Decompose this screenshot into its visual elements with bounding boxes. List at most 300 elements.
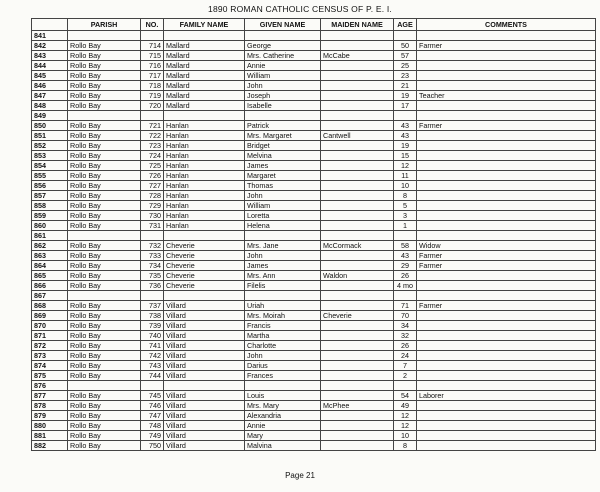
comments-cell <box>417 201 596 211</box>
row-number: 845 <box>32 71 68 81</box>
given-name-cell: Margaret <box>245 171 321 181</box>
comments-cell <box>417 161 596 171</box>
given-name-cell: Uriah <box>245 301 321 311</box>
table-row <box>32 111 596 121</box>
maiden-name-cell <box>321 361 394 371</box>
parish-cell: Rollo Bay <box>68 91 141 101</box>
row-number: 872 <box>32 341 68 351</box>
row-number: 866 <box>32 281 68 291</box>
given-name-cell: Darius <box>245 361 321 371</box>
table-row <box>32 41 596 51</box>
comments-cell <box>417 141 596 151</box>
given-name-cell: Mrs. Ann <box>245 271 321 281</box>
number-cell <box>141 31 164 41</box>
number-cell: 725 <box>141 161 164 171</box>
family-name-cell: Villard <box>164 411 245 421</box>
row-number: 865 <box>32 271 68 281</box>
maiden-name-cell: McCormack <box>321 241 394 251</box>
row-number: 851 <box>32 131 68 141</box>
comments-cell <box>417 131 596 141</box>
table-row <box>32 271 596 281</box>
row-number: 857 <box>32 191 68 201</box>
table-row <box>32 221 596 231</box>
parish-cell: Rollo Bay <box>68 401 141 411</box>
table-row <box>32 91 596 101</box>
header-given-name: GIVEN NAME <box>245 19 321 31</box>
age-cell: 23 <box>394 71 417 81</box>
comments-cell <box>417 81 596 91</box>
age-cell: 12 <box>394 411 417 421</box>
table-body <box>32 31 596 451</box>
maiden-name-cell <box>321 211 394 221</box>
parish-cell: Rollo Bay <box>68 121 141 131</box>
comments-cell <box>417 311 596 321</box>
number-cell: 717 <box>141 71 164 81</box>
row-number: 867 <box>32 291 68 301</box>
row-number: 852 <box>32 141 68 151</box>
parish-cell: Rollo Bay <box>68 131 141 141</box>
age-cell: 17 <box>394 101 417 111</box>
table-row <box>32 121 596 131</box>
family-name-cell: Hanlan <box>164 131 245 141</box>
given-name-cell: William <box>245 71 321 81</box>
maiden-name-cell <box>321 371 394 381</box>
table-row <box>32 241 596 251</box>
comments-cell <box>417 61 596 71</box>
parish-cell: Rollo Bay <box>68 161 141 171</box>
family-name-cell: Cheverie <box>164 251 245 261</box>
table-row <box>32 331 596 341</box>
number-cell: 733 <box>141 251 164 261</box>
number-cell <box>141 381 164 391</box>
age-cell <box>394 31 417 41</box>
parish-cell: Rollo Bay <box>68 221 141 231</box>
row-number: 860 <box>32 221 68 231</box>
comments-cell <box>417 221 596 231</box>
row-number: 844 <box>32 61 68 71</box>
parish-cell: Rollo Bay <box>68 211 141 221</box>
number-cell: 723 <box>141 141 164 151</box>
maiden-name-cell <box>321 341 394 351</box>
parish-cell: Rollo Bay <box>68 361 141 371</box>
table-row <box>32 201 596 211</box>
given-name-cell: Charlotte <box>245 341 321 351</box>
number-cell <box>141 291 164 301</box>
table-row <box>32 311 596 321</box>
table-row <box>32 261 596 271</box>
age-cell: 11 <box>394 171 417 181</box>
table-row <box>32 431 596 441</box>
family-name-cell: Villard <box>164 371 245 381</box>
table-row <box>32 291 596 301</box>
row-number: 875 <box>32 371 68 381</box>
family-name-cell: Villard <box>164 301 245 311</box>
given-name-cell: Mrs. Jane <box>245 241 321 251</box>
maiden-name-cell <box>321 181 394 191</box>
age-cell: 24 <box>394 351 417 361</box>
comments-cell <box>417 431 596 441</box>
parish-cell: Rollo Bay <box>68 171 141 181</box>
maiden-name-cell: Cheverie <box>321 311 394 321</box>
parish-cell: Rollo Bay <box>68 411 141 421</box>
number-cell: 724 <box>141 151 164 161</box>
family-name-cell: Mallard <box>164 101 245 111</box>
number-cell: 746 <box>141 401 164 411</box>
table-row <box>32 81 596 91</box>
number-cell: 721 <box>141 121 164 131</box>
comments-cell: Teacher <box>417 91 596 101</box>
comments-cell <box>417 271 596 281</box>
family-name-cell: Villard <box>164 421 245 431</box>
table-row <box>32 251 596 261</box>
number-cell: 729 <box>141 201 164 211</box>
maiden-name-cell <box>321 221 394 231</box>
age-cell: 1 <box>394 221 417 231</box>
family-name-cell: Mallard <box>164 61 245 71</box>
parish-cell: Rollo Bay <box>68 241 141 251</box>
maiden-name-cell <box>321 31 394 41</box>
family-name-cell: Hanlan <box>164 171 245 181</box>
age-cell: 26 <box>394 271 417 281</box>
number-cell: 747 <box>141 411 164 421</box>
parish-cell <box>68 291 141 301</box>
parish-cell: Rollo Bay <box>68 151 141 161</box>
given-name-cell: Melvina <box>245 151 321 161</box>
parish-cell <box>68 31 141 41</box>
age-cell: 49 <box>394 401 417 411</box>
given-name-cell: James <box>245 261 321 271</box>
parish-cell <box>68 111 141 121</box>
age-cell: 5 <box>394 201 417 211</box>
number-cell: 750 <box>141 441 164 451</box>
number-cell: 741 <box>141 341 164 351</box>
age-cell: 8 <box>394 441 417 451</box>
comments-cell: Farmer <box>417 41 596 51</box>
maiden-name-cell <box>321 321 394 331</box>
row-number: 877 <box>32 391 68 401</box>
parish-cell: Rollo Bay <box>68 41 141 51</box>
age-cell: 12 <box>394 161 417 171</box>
number-cell: 737 <box>141 301 164 311</box>
maiden-name-cell <box>321 431 394 441</box>
comments-cell <box>417 101 596 111</box>
parish-cell: Rollo Bay <box>68 251 141 261</box>
given-name-cell: Helena <box>245 221 321 231</box>
family-name-cell: Cheverie <box>164 281 245 291</box>
number-cell: 714 <box>141 41 164 51</box>
given-name-cell: Mary <box>245 431 321 441</box>
age-cell: 21 <box>394 81 417 91</box>
given-name-cell: Mrs. Margaret <box>245 131 321 141</box>
comments-cell <box>417 341 596 351</box>
parish-cell: Rollo Bay <box>68 181 141 191</box>
maiden-name-cell <box>321 191 394 201</box>
given-name-cell <box>245 231 321 241</box>
comments-cell <box>417 331 596 341</box>
parish-cell: Rollo Bay <box>68 261 141 271</box>
given-name-cell: Alexandria <box>245 411 321 421</box>
given-name-cell: Joseph <box>245 91 321 101</box>
table-row <box>32 171 596 181</box>
parish-cell: Rollo Bay <box>68 331 141 341</box>
table-header-row <box>32 19 596 31</box>
family-name-cell: Villard <box>164 341 245 351</box>
maiden-name-cell <box>321 261 394 271</box>
comments-cell: Laborer <box>417 391 596 401</box>
family-name-cell: Hanlan <box>164 121 245 131</box>
given-name-cell: Mrs. Moirah <box>245 311 321 321</box>
family-name-cell: Hanlan <box>164 211 245 221</box>
parish-cell: Rollo Bay <box>68 51 141 61</box>
family-name-cell: Villard <box>164 391 245 401</box>
header-comments: COMMENTS <box>417 19 596 31</box>
row-number: 863 <box>32 251 68 261</box>
number-cell: 748 <box>141 421 164 431</box>
table-row <box>32 361 596 371</box>
age-cell: 12 <box>394 421 417 431</box>
family-name-cell: Mallard <box>164 41 245 51</box>
maiden-name-cell <box>321 411 394 421</box>
given-name-cell: Patrick <box>245 121 321 131</box>
row-number: 861 <box>32 231 68 241</box>
maiden-name-cell <box>321 121 394 131</box>
header-maiden-name: MAIDEN NAME <box>321 19 394 31</box>
comments-cell <box>417 211 596 221</box>
age-cell: 7 <box>394 361 417 371</box>
age-cell: 19 <box>394 141 417 151</box>
maiden-name-cell <box>321 61 394 71</box>
row-number: 847 <box>32 91 68 101</box>
parish-cell: Rollo Bay <box>68 421 141 431</box>
table-row <box>32 231 596 241</box>
row-number: 881 <box>32 431 68 441</box>
number-cell: 716 <box>141 61 164 71</box>
comments-cell <box>417 281 596 291</box>
given-name-cell: Francis <box>245 321 321 331</box>
maiden-name-cell <box>321 441 394 451</box>
family-name-cell: Villard <box>164 331 245 341</box>
parish-cell <box>68 381 141 391</box>
parish-cell: Rollo Bay <box>68 301 141 311</box>
comments-cell <box>417 411 596 421</box>
row-number: 871 <box>32 331 68 341</box>
comments-cell <box>417 191 596 201</box>
number-cell: 734 <box>141 261 164 271</box>
number-cell: 739 <box>141 321 164 331</box>
row-number: 846 <box>32 81 68 91</box>
parish-cell: Rollo Bay <box>68 441 141 451</box>
maiden-name-cell <box>321 71 394 81</box>
family-name-cell <box>164 111 245 121</box>
family-name-cell <box>164 381 245 391</box>
number-cell: 735 <box>141 271 164 281</box>
header-family-name: FAMILY NAME <box>164 19 245 31</box>
table-row <box>32 441 596 451</box>
given-name-cell: John <box>245 81 321 91</box>
number-cell: 743 <box>141 361 164 371</box>
row-number: 874 <box>32 361 68 371</box>
comments-cell <box>417 151 596 161</box>
row-number: 841 <box>32 31 68 41</box>
number-cell: 744 <box>141 371 164 381</box>
age-cell: 70 <box>394 311 417 321</box>
row-number: 882 <box>32 441 68 451</box>
parish-cell: Rollo Bay <box>68 311 141 321</box>
family-name-cell: Hanlan <box>164 181 245 191</box>
number-cell: 722 <box>141 131 164 141</box>
census-table <box>31 18 596 451</box>
table-row <box>32 71 596 81</box>
age-cell: 43 <box>394 121 417 131</box>
given-name-cell: Louis <box>245 391 321 401</box>
table-row <box>32 51 596 61</box>
age-cell: 58 <box>394 241 417 251</box>
maiden-name-cell <box>321 101 394 111</box>
age-cell: 19 <box>394 91 417 101</box>
given-name-cell: Mrs. Mary <box>245 401 321 411</box>
row-number: 878 <box>32 401 68 411</box>
parish-cell: Rollo Bay <box>68 71 141 81</box>
family-name-cell: Villard <box>164 361 245 371</box>
age-cell: 71 <box>394 301 417 311</box>
table-row <box>32 381 596 391</box>
number-cell <box>141 111 164 121</box>
family-name-cell: Villard <box>164 321 245 331</box>
family-name-cell: Villard <box>164 401 245 411</box>
parish-cell: Rollo Bay <box>68 191 141 201</box>
given-name-cell: John <box>245 351 321 361</box>
maiden-name-cell <box>321 91 394 101</box>
comments-cell <box>417 291 596 301</box>
parish-cell: Rollo Bay <box>68 101 141 111</box>
maiden-name-cell <box>321 171 394 181</box>
row-number: 843 <box>32 51 68 61</box>
number-cell: 726 <box>141 171 164 181</box>
family-name-cell: Hanlan <box>164 201 245 211</box>
table-row <box>32 191 596 201</box>
table-row <box>32 161 596 171</box>
maiden-name-cell <box>321 351 394 361</box>
family-name-cell: Villard <box>164 441 245 451</box>
maiden-name-cell <box>321 281 394 291</box>
number-cell: 731 <box>141 221 164 231</box>
family-name-cell: Hanlan <box>164 151 245 161</box>
table-row <box>32 411 596 421</box>
given-name-cell <box>245 31 321 41</box>
family-name-cell: Villard <box>164 311 245 321</box>
comments-cell <box>417 361 596 371</box>
maiden-name-cell <box>321 291 394 301</box>
age-cell: 25 <box>394 61 417 71</box>
maiden-name-cell <box>321 81 394 91</box>
age-cell: 43 <box>394 251 417 261</box>
given-name-cell: John <box>245 251 321 261</box>
row-number: 876 <box>32 381 68 391</box>
number-cell: 732 <box>141 241 164 251</box>
family-name-cell: Hanlan <box>164 221 245 231</box>
given-name-cell <box>245 381 321 391</box>
header-no: NO. <box>141 19 164 31</box>
row-number: 854 <box>32 161 68 171</box>
age-cell: 2 <box>394 371 417 381</box>
comments-cell: Farmer <box>417 251 596 261</box>
family-name-cell: Cheverie <box>164 241 245 251</box>
family-name-cell: Villard <box>164 431 245 441</box>
parish-cell: Rollo Bay <box>68 61 141 71</box>
given-name-cell: John <box>245 191 321 201</box>
family-name-cell: Mallard <box>164 91 245 101</box>
number-cell: 720 <box>141 101 164 111</box>
given-name-cell: Mrs. Catherine <box>245 51 321 61</box>
family-name-cell: Cheverie <box>164 261 245 271</box>
comments-cell: Widow <box>417 241 596 251</box>
maiden-name-cell: McPhee <box>321 401 394 411</box>
parish-cell: Rollo Bay <box>68 271 141 281</box>
given-name-cell: Isabelle <box>245 101 321 111</box>
table-row <box>32 181 596 191</box>
table-row <box>32 211 596 221</box>
age-cell <box>394 291 417 301</box>
number-cell: 745 <box>141 391 164 401</box>
given-name-cell: Frances <box>245 371 321 381</box>
age-cell: 34 <box>394 321 417 331</box>
comments-cell <box>417 71 596 81</box>
parish-cell: Rollo Bay <box>68 341 141 351</box>
comments-cell <box>417 321 596 331</box>
maiden-name-cell: Cantwell <box>321 131 394 141</box>
row-number: 859 <box>32 211 68 221</box>
maiden-name-cell <box>321 391 394 401</box>
row-number: 879 <box>32 411 68 421</box>
given-name-cell: Malvina <box>245 441 321 451</box>
comments-cell <box>417 171 596 181</box>
maiden-name-cell <box>321 231 394 241</box>
given-name-cell: Annie <box>245 421 321 431</box>
given-name-cell: James <box>245 161 321 171</box>
parish-cell: Rollo Bay <box>68 351 141 361</box>
comments-cell <box>417 51 596 61</box>
row-number: 850 <box>32 121 68 131</box>
comments-cell: Farmer <box>417 261 596 271</box>
given-name-cell: Bridget <box>245 141 321 151</box>
age-cell: 3 <box>394 211 417 221</box>
comments-cell <box>417 231 596 241</box>
age-cell: 54 <box>394 391 417 401</box>
row-number: 870 <box>32 321 68 331</box>
number-cell: 719 <box>141 91 164 101</box>
family-name-cell <box>164 291 245 301</box>
number-cell: 718 <box>141 81 164 91</box>
table-row <box>32 61 596 71</box>
given-name-cell <box>245 291 321 301</box>
age-cell: 32 <box>394 331 417 341</box>
given-name-cell: Thomas <box>245 181 321 191</box>
parish-cell: Rollo Bay <box>68 371 141 381</box>
header-rownum <box>32 19 68 31</box>
header-parish: PARISH <box>68 19 141 31</box>
maiden-name-cell <box>321 41 394 51</box>
age-cell: 50 <box>394 41 417 51</box>
parish-cell: Rollo Bay <box>68 141 141 151</box>
maiden-name-cell <box>321 201 394 211</box>
comments-cell <box>417 421 596 431</box>
number-cell: 727 <box>141 181 164 191</box>
age-cell <box>394 231 417 241</box>
given-name-cell: Martha <box>245 331 321 341</box>
table-row <box>32 391 596 401</box>
row-number: 869 <box>32 311 68 321</box>
family-name-cell: Villard <box>164 351 245 361</box>
